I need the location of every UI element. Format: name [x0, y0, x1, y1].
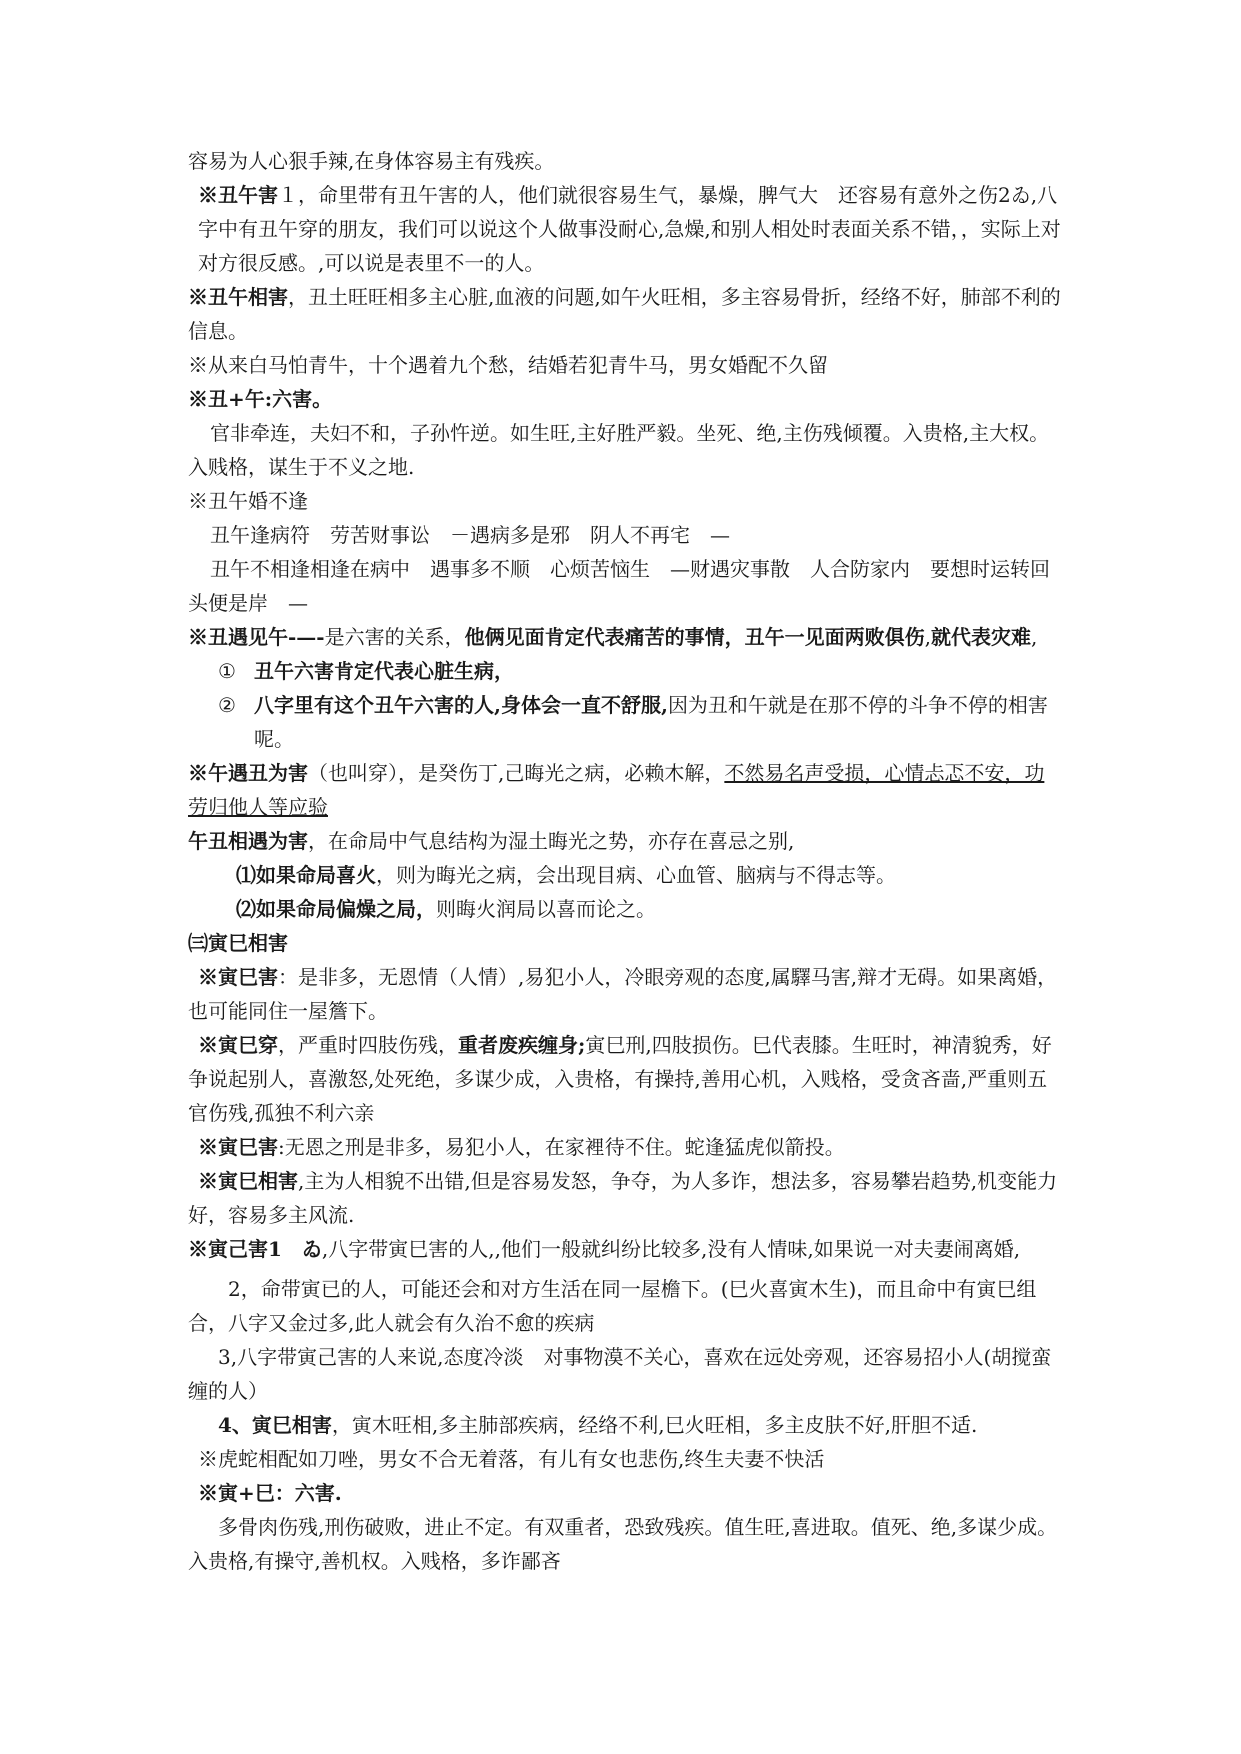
heading-inline: ※丑遇见午-—-	[188, 625, 325, 649]
text-bold: 就代表灾难	[930, 625, 1031, 649]
heading-inline: 4、寅巳相害	[218, 1413, 332, 1437]
text: ※从来白马怕青牛，十个遇着九个愁，结婚若犯青牛马，男女婚配不久留	[188, 353, 828, 377]
text: 容易为人心狠手辣,在身体容易主有残疾。	[188, 149, 555, 173]
heading-inline: ※丑+午:六害。	[188, 387, 333, 411]
numbered-item	[188, 688, 1061, 756]
heading-inline: ※寅己害1 ゐ	[188, 1237, 322, 1261]
paragraph	[188, 1130, 1061, 1164]
text: （也叫穿），是癸伤丁,己晦光之病，必赖木解，	[308, 761, 725, 785]
paragraph	[188, 382, 1061, 416]
text: 丑午不相逢相逢在病中 遇事多不顺 心烦苦恼生 —财遇灾事散 人合防家内 要想时运转回头便是岸 —	[188, 557, 1050, 615]
text: ，严重时四肢伤残，	[278, 1033, 458, 1057]
text: ,	[1030, 625, 1038, 649]
heading-inline: ※午遇丑为害	[188, 761, 308, 785]
text: 3,八字带寅己害的人来说,态度冷淡 对事物漠不关心，喜欢在远处旁观，还容易招小人(胡搅蛮缠的人）	[188, 1345, 1052, 1403]
paragraph	[188, 620, 1061, 654]
heading-inline: ※寅巳相害	[198, 1169, 298, 1193]
paragraph	[188, 348, 1061, 382]
text: 多骨肉伤残,刑伤破败，进止不定。有双重者，恐致残疾。值生旺,喜进取。值死、绝,多谋少成。入贵格,有操守,善机权。入贱格，多诈鄙吝	[188, 1515, 1058, 1573]
paragraph	[188, 1232, 1061, 1266]
text: ，则为晦光之病，会出现目病、心血管、脑病与不得志等。	[376, 863, 896, 887]
paragraph	[188, 1340, 1061, 1408]
text: ，在命局中气息结构为湿土晦光之势，亦存在喜忌之别,	[308, 829, 795, 853]
numbered-item	[188, 654, 1061, 688]
heading-inline: ※丑午相害	[188, 285, 288, 309]
paragraph	[188, 756, 1061, 824]
paragraph	[188, 178, 1061, 280]
text: :无恩之刑是非多，易犯小人，在家裡待不住。蛇逢猛虎似箭投。	[278, 1135, 845, 1159]
paragraph	[188, 1028, 1061, 1130]
text: 则晦火润局以喜而论之。	[436, 897, 656, 921]
paragraph	[188, 858, 1061, 892]
text: 因为丑和午就是在那不停的斗争不停的相害呢。	[254, 693, 1048, 751]
heading-inline: ※寅巳害	[198, 1135, 278, 1159]
text: 丑午逢病符 劳苦财事讼 －遇病多是邪 阴人不再宅 —	[210, 523, 730, 547]
text: 是六害的关系，	[324, 625, 465, 649]
text: ：是非多，无恩情（人情）,易犯小人，冷眼旁观的态度,属驛马害,辩才无碍。如果离婚，也可能同住一屋簷下。	[188, 965, 1058, 1023]
text: １，命里带有丑午害的人，他们就很容易生气，暴燥，脾气大 还容易有意外之伤2ゐ,八字中有丑午穿的朋友，我们可以说这个人做事没耐心,急燥,和别人相处时表面关系不错，，实际上对对方很反感。,可以说是表里不一的人。	[198, 183, 1061, 275]
text: ※丑午婚不逢	[188, 489, 308, 513]
heading-inline: 午丑相遇为害	[188, 829, 308, 853]
section-heading: ㈢寅巳相害	[188, 931, 288, 955]
paragraph	[188, 824, 1061, 858]
paragraph	[188, 1510, 1061, 1578]
text: 2，命带寅已的人，可能还会和对方生活在同一屋檐下。(巳火喜寅木生)，而且命中有寅巳组合，八字又金过多,此人就会有久治不愈的疾病	[188, 1277, 1037, 1335]
paragraph	[188, 1408, 1061, 1442]
text-bold: 他俩见面肯定代表痛苦的事情，丑午一见面两败俱伤	[464, 625, 925, 649]
text-bold: ⑵如果命局偏燥之局，	[236, 897, 436, 921]
paragraph	[188, 1476, 1061, 1510]
paragraph	[188, 1272, 1061, 1340]
text: ，寅木旺相,多主肺部疾病，经络不利,巳火旺相，多主皮肤不好,肝胆不适.	[331, 1413, 978, 1437]
paragraph	[188, 1164, 1061, 1232]
text-bold: 丑午六害肯定代表心脏生病，	[254, 659, 514, 683]
heading-inline: ※寅巳穿	[198, 1033, 278, 1057]
text-underlined: 不然易名声受损，心情忐忑不安，功劳归他人等应验	[188, 761, 1045, 819]
list-number: ①	[218, 659, 236, 683]
text: ※虎蛇相配如刀唑，男女不合无着落，有儿有女也悲伤,终生夫妻不快活	[198, 1447, 825, 1471]
paragraph	[188, 484, 1061, 518]
text: 寅巳刑,四肢损伤。巳代表膝。生旺时，神清貌秀，好争说起别人，喜激怒,处死绝，多谋少成，入贵格，有操持,善用心机，入贱格，受贪吝啬,严重则五官伤残,孤独不利六亲	[188, 1033, 1052, 1125]
text-bold: 重者废疾缠身;	[458, 1033, 586, 1057]
text: ,主为人相貌不出错,但是容易发怒，争夺，为人多诈，想法多，容易攀岩趋势,机变能力好，容易多主风流.	[188, 1169, 1058, 1227]
paragraph	[188, 280, 1061, 348]
text: 官非牵连，夫妇不和，子孙忤逆。如生旺,主好胜严毅。坐死、绝,主伤残倾覆。入贵格,主大权。入贱格，谋生于不义之地.	[188, 421, 1050, 479]
text: ,八字带寅巳害的人,,他们一般就纠纷比较多,没有人情味,如果说一对夫妻闹离婚,	[321, 1237, 1021, 1261]
paragraph	[188, 144, 1061, 178]
text-bold: ⑴如果命局喜火	[236, 863, 376, 887]
paragraph	[188, 552, 1061, 620]
text: ,	[924, 625, 931, 649]
paragraph	[188, 960, 1061, 1028]
heading-inline: ※丑午害	[198, 183, 278, 207]
paragraph	[188, 892, 1061, 926]
paragraph	[188, 416, 1061, 484]
paragraph	[188, 926, 1061, 960]
text: ，丑土旺旺相多主心脏,血液的问题,如午火旺相，多主容易骨折，经络不好，肺部不利的信息。	[188, 285, 1061, 343]
text-bold: 八字里有这个丑午六害的人,身体会一直不舒服,	[254, 693, 668, 717]
paragraph	[188, 1442, 1061, 1476]
paragraph	[188, 518, 1061, 552]
heading-inline: ※寅巳害	[198, 965, 278, 989]
heading-inline: ※寅+巳：六害.	[198, 1481, 342, 1505]
list-number: ②	[218, 693, 236, 717]
